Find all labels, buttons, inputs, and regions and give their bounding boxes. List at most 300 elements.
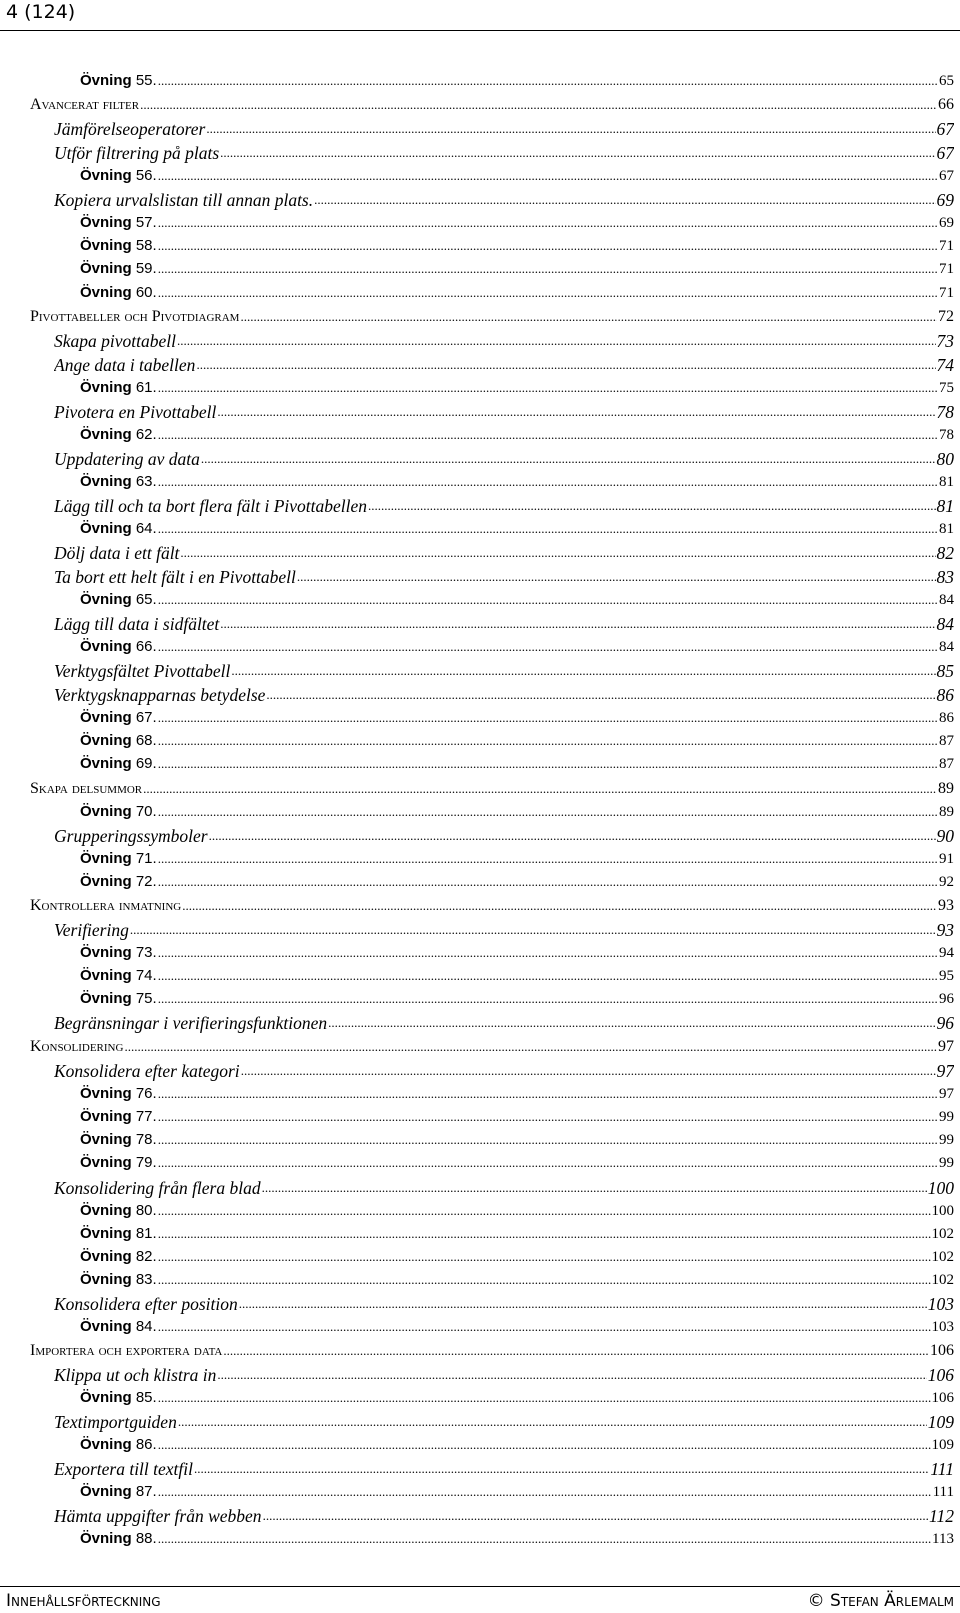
toc-entry-label bbox=[80, 212, 157, 234]
toc-entry[interactable] bbox=[80, 1481, 954, 1503]
toc-entry-prefix: Övning bbox=[80, 519, 132, 537]
toc-entry-number: 70. bbox=[135, 802, 157, 820]
toc-entry[interactable] bbox=[80, 730, 954, 752]
toc-entry-page: 67 bbox=[936, 143, 954, 164]
toc-entry-label bbox=[80, 1200, 157, 1222]
toc-entry-text: Pivottabeller och Pivotdiagram bbox=[30, 307, 240, 325]
toc-entry-number: 61. bbox=[135, 378, 157, 396]
toc-entry-prefix: Övning bbox=[80, 378, 132, 396]
toc-entry-text: Kopiera urvalslistan till annan plats. bbox=[54, 190, 314, 211]
toc-entry-prefix: Övning bbox=[80, 709, 132, 727]
toc-entry-page: 78 bbox=[939, 426, 954, 443]
toc-entry-number: 62. bbox=[135, 425, 157, 443]
toc-entry-page: 89 bbox=[938, 779, 954, 797]
toc-entry[interactable] bbox=[30, 777, 954, 801]
toc-entry-label bbox=[54, 1363, 216, 1387]
toc-entry-page: 87 bbox=[939, 756, 954, 773]
toc-entry[interactable] bbox=[80, 518, 954, 540]
toc-entry-prefix: Övning bbox=[80, 1247, 132, 1265]
toc-entry-page: 99 bbox=[939, 1132, 954, 1149]
toc-entry[interactable] bbox=[80, 258, 954, 280]
toc-dot-leader bbox=[158, 707, 938, 729]
toc-entry-label bbox=[30, 894, 181, 918]
toc-entry[interactable] bbox=[54, 612, 954, 636]
toc-entry[interactable] bbox=[80, 1246, 954, 1268]
toc-entry-text: Skapa delsummor bbox=[30, 779, 143, 797]
toc-entry-label bbox=[80, 730, 157, 752]
toc-entry-prefix: Övning bbox=[80, 755, 132, 773]
toc-entry-page: 71 bbox=[939, 261, 954, 278]
toc-entry-label bbox=[54, 188, 313, 212]
toc-entry-prefix: Övning bbox=[80, 1436, 132, 1454]
toc-entry-label bbox=[80, 1528, 157, 1550]
toc-entry-text: Grupperingssymboler bbox=[54, 825, 208, 846]
toc-dot-leader bbox=[158, 1269, 931, 1291]
toc-entry-page: 69 bbox=[936, 190, 954, 211]
toc-entry-number: 87. bbox=[135, 1483, 157, 1501]
toc-entry[interactable] bbox=[54, 447, 954, 471]
toc-entry-label bbox=[80, 1129, 157, 1151]
toc-entry-label bbox=[54, 494, 367, 518]
toc-dot-leader bbox=[314, 188, 935, 212]
toc-entry-label bbox=[80, 377, 157, 399]
toc-dot-leader bbox=[239, 1292, 927, 1316]
toc-dot-leader bbox=[158, 1246, 931, 1268]
toc-entry-label bbox=[54, 824, 208, 848]
toc-entry[interactable] bbox=[80, 1269, 954, 1291]
toc-entry-text: Dölj data i ett fält bbox=[54, 543, 180, 563]
toc-entry-text: Verktygsfältet Pivottabell bbox=[54, 661, 231, 682]
toc-entry[interactable] bbox=[80, 1106, 954, 1128]
toc-entry-page: 82 bbox=[936, 543, 954, 563]
toc-entry[interactable] bbox=[80, 1129, 954, 1151]
toc-entry-prefix: Övning bbox=[80, 1154, 132, 1172]
toc-entry[interactable] bbox=[30, 93, 954, 117]
toc-entry-page: 109 bbox=[931, 1437, 954, 1454]
toc-dot-leader bbox=[158, 1200, 931, 1222]
toc-entry-number: 64. bbox=[135, 519, 157, 537]
toc-entry-text: Lägg till data i sidfältet bbox=[54, 614, 220, 635]
toc-dot-leader bbox=[158, 518, 938, 540]
toc-dot-leader bbox=[124, 1035, 937, 1059]
toc-entry[interactable] bbox=[80, 377, 954, 399]
toc-entry-prefix: Övning bbox=[80, 472, 132, 490]
toc-entry-page: 109 bbox=[927, 1412, 954, 1433]
toc-entry-label bbox=[54, 612, 219, 636]
toc-dot-leader bbox=[180, 541, 935, 565]
toc-dot-leader bbox=[196, 353, 935, 377]
toc-entry-label bbox=[54, 141, 219, 165]
toc-entry-text: Avancerat filter bbox=[30, 96, 140, 114]
toc-entry-page: 85 bbox=[936, 661, 954, 682]
toc-entry[interactable] bbox=[54, 659, 954, 683]
toc-dot-leader bbox=[158, 1316, 931, 1338]
toc-entry-prefix: Övning bbox=[80, 638, 132, 656]
toc-entry[interactable] bbox=[80, 212, 954, 234]
toc-dot-leader bbox=[266, 683, 935, 707]
toc-entry-number: 68. bbox=[135, 732, 157, 750]
toc-entry-label bbox=[80, 1387, 157, 1409]
toc-entry-page: 95 bbox=[939, 967, 954, 984]
toc-entry-page: 91 bbox=[939, 850, 954, 867]
toc-entry-page: 73 bbox=[936, 330, 954, 351]
toc-entry[interactable] bbox=[80, 801, 954, 823]
toc-entry-label bbox=[54, 918, 129, 942]
toc-entry[interactable] bbox=[80, 424, 954, 446]
toc-entry-page: 71 bbox=[939, 238, 954, 255]
toc-entry-prefix: Övning bbox=[80, 167, 132, 185]
toc-entry[interactable] bbox=[80, 636, 954, 658]
toc-dot-leader bbox=[231, 659, 935, 683]
toc-entry-page: 69 bbox=[939, 215, 954, 232]
page-number: 4 (124) bbox=[6, 1, 76, 23]
toc-entry-label bbox=[54, 659, 230, 683]
toc-entry-page: 106 bbox=[931, 1390, 954, 1406]
toc-entry-label bbox=[54, 117, 205, 141]
toc-entry-label bbox=[80, 753, 157, 775]
toc-entry-label bbox=[80, 282, 157, 304]
toc-entry[interactable] bbox=[30, 1035, 954, 1059]
toc-entry-label bbox=[54, 541, 179, 565]
toc-entry-label bbox=[54, 353, 195, 377]
toc-entry[interactable] bbox=[80, 1387, 954, 1409]
toc-entry-label bbox=[80, 1246, 157, 1268]
toc-dot-leader bbox=[158, 753, 938, 775]
toc-entry-text: Ange data i tabellen bbox=[54, 354, 196, 375]
toc-entry-label bbox=[80, 965, 157, 987]
toc-entry-number: 55. bbox=[135, 72, 157, 89]
toc-entry-number: 67. bbox=[135, 709, 157, 727]
toc-dot-leader bbox=[194, 1457, 929, 1481]
toc-entry[interactable] bbox=[80, 589, 954, 611]
toc-entry-prefix: Övning bbox=[80, 1201, 132, 1219]
toc-dot-leader bbox=[158, 1481, 932, 1503]
toc-dot-leader bbox=[158, 282, 938, 304]
toc-entry[interactable] bbox=[30, 1339, 954, 1363]
toc-entry-page: 106 bbox=[930, 1342, 954, 1359]
toc-entry-page: 90 bbox=[936, 825, 954, 846]
toc-entry-page: 102 bbox=[931, 1225, 954, 1242]
toc-entry-label bbox=[80, 801, 157, 823]
toc-entry-label bbox=[30, 1035, 123, 1059]
toc-entry[interactable] bbox=[80, 1528, 954, 1550]
toc-entry-page: 72 bbox=[938, 307, 954, 325]
toc-entry-prefix: Övning bbox=[80, 1108, 132, 1126]
toc-entry-page: 99 bbox=[939, 1155, 954, 1172]
toc-entry-number: 57. bbox=[135, 214, 157, 232]
toc-entry-label bbox=[30, 305, 239, 329]
toc-entry-label bbox=[80, 848, 157, 870]
toc-entry-page: 103 bbox=[931, 1318, 954, 1335]
toc-dot-leader bbox=[158, 1387, 931, 1409]
toc-entry[interactable] bbox=[54, 329, 954, 353]
toc-dot-leader bbox=[143, 777, 937, 801]
toc-entry-text: Verktygsknapparnas betydelse bbox=[54, 685, 266, 706]
toc-entry-page: 87 bbox=[939, 733, 954, 750]
toc-entry-page: 81 bbox=[936, 495, 954, 516]
toc-entry[interactable] bbox=[80, 1083, 954, 1105]
toc-entry[interactable] bbox=[80, 165, 954, 187]
toc-dot-leader bbox=[130, 918, 936, 942]
toc-entry-label bbox=[54, 1292, 238, 1316]
toc-entry-page: 96 bbox=[936, 1013, 954, 1034]
toc-entry-page: 113 bbox=[932, 1531, 954, 1548]
toc-entry-label bbox=[54, 565, 296, 589]
toc-entry[interactable] bbox=[80, 871, 954, 893]
toc-dot-leader bbox=[158, 636, 938, 658]
toc-dot-leader bbox=[158, 471, 938, 493]
toc-entry[interactable] bbox=[54, 1504, 954, 1528]
toc-entry[interactable] bbox=[54, 141, 954, 165]
toc-entry-prefix: Övning bbox=[80, 72, 132, 89]
toc-entry[interactable] bbox=[54, 117, 954, 141]
toc-entry-prefix: Övning bbox=[80, 1317, 132, 1335]
toc-entry[interactable] bbox=[30, 894, 954, 918]
toc-dot-leader bbox=[158, 965, 938, 987]
toc-entry-prefix: Övning bbox=[80, 591, 132, 608]
toc-entry-label bbox=[54, 1504, 262, 1528]
toc-entry-label bbox=[80, 1106, 157, 1128]
toc-entry-number: 77. bbox=[135, 1108, 157, 1126]
toc-entry-number: 81. bbox=[135, 1224, 157, 1242]
toc-entry[interactable] bbox=[80, 1434, 954, 1456]
toc-entry-label bbox=[80, 1481, 157, 1503]
toc-entry[interactable] bbox=[54, 1292, 954, 1316]
toc-entry-page: 112 bbox=[929, 1506, 954, 1527]
toc-entry-page: 102 bbox=[931, 1271, 954, 1288]
toc-entry-label bbox=[54, 447, 200, 471]
toc-entry[interactable] bbox=[80, 753, 954, 775]
toc-entry[interactable] bbox=[54, 824, 954, 848]
toc-entry-text: Hämta uppgifter från webben bbox=[54, 1506, 262, 1527]
toc-entry-label bbox=[80, 258, 157, 280]
footer-section-title bbox=[6, 1590, 161, 1612]
toc-dot-leader bbox=[217, 400, 935, 424]
toc-entry-label bbox=[80, 942, 157, 964]
toc-entry-page: 67 bbox=[936, 119, 954, 140]
toc-entry[interactable] bbox=[80, 70, 954, 92]
toc-entry[interactable] bbox=[80, 942, 954, 964]
toc-entry[interactable] bbox=[54, 683, 954, 707]
toc-entry-prefix: Övning bbox=[80, 283, 132, 301]
toc-entry-text: Begränsningar i verifieringsfunktionen bbox=[54, 1013, 328, 1034]
toc-entry-text: Ta bort ett helt fält i en Pivottabell bbox=[54, 567, 296, 587]
toc-entry-page: 67 bbox=[939, 168, 954, 185]
toc-entry[interactable] bbox=[80, 707, 954, 729]
toc-entry[interactable] bbox=[54, 494, 954, 518]
toc-dot-leader bbox=[158, 1528, 931, 1550]
toc-entry-text: Konsolidering bbox=[30, 1038, 124, 1056]
toc-entry[interactable] bbox=[80, 988, 954, 1010]
toc-entry-label bbox=[80, 1316, 157, 1338]
toc-entry-text: Utför filtrering på plats bbox=[54, 143, 220, 164]
toc-entry-number: 85. bbox=[135, 1389, 157, 1406]
toc-dot-leader bbox=[158, 1129, 938, 1151]
toc-entry-label bbox=[80, 70, 157, 92]
toc-entry-page: 102 bbox=[931, 1248, 954, 1265]
toc-dot-leader bbox=[158, 165, 938, 187]
toc-entry-number: 79. bbox=[135, 1154, 157, 1172]
toc-dot-leader bbox=[220, 612, 935, 636]
toc-dot-leader bbox=[177, 329, 936, 353]
toc-dot-leader bbox=[158, 589, 938, 611]
toc-entry-page: 66 bbox=[938, 96, 954, 114]
toc-entry-label bbox=[80, 589, 157, 611]
toc-entry-number: 88. bbox=[135, 1530, 157, 1548]
toc-entry-number: 80. bbox=[135, 1201, 157, 1219]
toc-entry-label bbox=[80, 165, 157, 187]
toc-entry[interactable] bbox=[54, 353, 954, 377]
toc-dot-leader bbox=[158, 848, 938, 870]
toc-entry-text: Konsolidering från flera blad bbox=[54, 1177, 261, 1198]
toc-dot-leader bbox=[240, 305, 937, 329]
toc-entry[interactable] bbox=[54, 188, 954, 212]
toc-entry-label bbox=[80, 636, 157, 658]
toc-entry-text: Lägg till och ta bort flera fält i Pivottabellen bbox=[54, 495, 368, 516]
toc-entry-number: 58. bbox=[135, 237, 157, 255]
toc-entry-text: Klippa ut och klistra in bbox=[54, 1365, 217, 1385]
toc-entry-prefix: Övning bbox=[80, 1224, 132, 1242]
toc-entry-page: 93 bbox=[936, 919, 954, 940]
toc-entry-label bbox=[54, 1059, 240, 1083]
toc-dot-leader bbox=[158, 871, 938, 893]
toc-entry-page: 94 bbox=[939, 944, 954, 961]
toc-entry-page: 103 bbox=[927, 1293, 954, 1314]
toc-dot-leader bbox=[241, 1059, 936, 1083]
toc-entry-number: 86. bbox=[135, 1436, 157, 1454]
toc-dot-leader bbox=[201, 447, 936, 471]
toc-entry-prefix: Övning bbox=[80, 260, 132, 278]
toc-dot-leader bbox=[297, 565, 936, 589]
toc-entry-text: Skapa pivottabell bbox=[54, 330, 176, 351]
toc-entry-page: 81 bbox=[939, 473, 954, 490]
toc-dot-leader bbox=[158, 1083, 938, 1105]
toc-dot-leader bbox=[158, 235, 938, 257]
toc-entry-text: Verifiering bbox=[54, 919, 129, 940]
toc-entry-number: 76. bbox=[135, 1085, 157, 1103]
toc-dot-leader bbox=[158, 212, 938, 234]
toc-entry-page: 100 bbox=[931, 1202, 954, 1219]
toc-entry[interactable] bbox=[80, 848, 954, 870]
toc-entry-number: 65. bbox=[135, 591, 157, 608]
toc-entry-number: 72. bbox=[135, 872, 157, 890]
toc-entry[interactable] bbox=[54, 1059, 954, 1083]
toc-dot-leader bbox=[158, 258, 938, 280]
toc-entry-page: 97 bbox=[939, 1086, 954, 1103]
toc-entry-label bbox=[80, 471, 157, 493]
toc-entry-label bbox=[80, 871, 157, 893]
toc-entry-page: 80 bbox=[936, 448, 954, 469]
toc-entry-prefix: Övning bbox=[80, 425, 132, 443]
toc-entry-page: 65 bbox=[939, 73, 954, 89]
toc-dot-leader bbox=[158, 1152, 938, 1174]
toc-dot-leader bbox=[209, 824, 936, 848]
toc-entry-prefix: Övning bbox=[80, 990, 132, 1007]
toc-entry[interactable] bbox=[80, 965, 954, 987]
toc-dot-leader bbox=[158, 801, 938, 823]
toc-entry-text: Exportera till textfil bbox=[54, 1459, 194, 1480]
toc-entry[interactable] bbox=[54, 1363, 954, 1387]
toc-entry[interactable] bbox=[54, 565, 954, 589]
footer-left-text: Innehållsförteckning bbox=[6, 1591, 161, 1611]
toc-entry-number: 59. bbox=[135, 260, 157, 278]
toc-entry[interactable] bbox=[54, 1457, 954, 1481]
toc-entry-label bbox=[80, 1269, 157, 1291]
toc-entry-text: Konsolidera efter kategori bbox=[54, 1061, 240, 1082]
toc-entry-prefix: Övning bbox=[80, 1483, 132, 1501]
footer-copyright bbox=[808, 1590, 954, 1612]
toc-entry-text: Jämförelseoperatorer bbox=[54, 119, 206, 140]
toc-dot-leader bbox=[368, 494, 935, 518]
toc-entry-number: 82. bbox=[135, 1247, 157, 1265]
toc-entry[interactable] bbox=[80, 1316, 954, 1338]
toc-entry[interactable] bbox=[54, 1011, 954, 1035]
toc-entry[interactable] bbox=[30, 305, 954, 329]
toc-entry-label bbox=[80, 1152, 157, 1174]
toc-entry-page: 84 bbox=[936, 614, 954, 635]
toc-entry-page: 97 bbox=[936, 1061, 954, 1082]
toc-entry[interactable] bbox=[80, 1152, 954, 1174]
toc-dot-leader bbox=[158, 424, 938, 446]
toc-dot-leader bbox=[140, 93, 937, 117]
toc-entry-number: 74. bbox=[135, 966, 157, 984]
toc-entry-number: 84. bbox=[135, 1317, 157, 1335]
toc-entry-label bbox=[80, 1223, 157, 1245]
toc-entry-prefix: Övning bbox=[80, 237, 132, 255]
toc-entry[interactable] bbox=[54, 918, 954, 942]
toc-entry-number: 60. bbox=[135, 283, 157, 301]
toc-entry[interactable] bbox=[54, 1176, 954, 1200]
toc-entry[interactable] bbox=[80, 1223, 954, 1245]
toc-entry-label bbox=[54, 400, 216, 424]
toc-entry-page: 71 bbox=[939, 284, 954, 301]
toc-entry[interactable] bbox=[80, 282, 954, 304]
toc-entry-text: Kontrollera inmatning bbox=[30, 896, 182, 914]
toc-entry-text: Pivotera en Pivottabell bbox=[54, 401, 217, 422]
toc-entry-number: 75. bbox=[135, 990, 157, 1007]
toc-entry-text: Importera och exportera data bbox=[30, 1342, 223, 1359]
toc-entry-label bbox=[54, 683, 265, 707]
toc-entry-text: Uppdatering av data bbox=[54, 448, 200, 469]
toc-entry-number: 73. bbox=[135, 943, 157, 961]
toc-dot-leader bbox=[263, 1504, 928, 1528]
toc-entry[interactable] bbox=[80, 235, 954, 257]
toc-entry-page: 100 bbox=[927, 1177, 954, 1198]
toc-entry-text: Konsolidera efter position bbox=[54, 1293, 238, 1314]
toc-entry-prefix: Övning bbox=[80, 1270, 132, 1288]
toc-entry[interactable] bbox=[54, 1410, 954, 1434]
toc-dot-leader bbox=[223, 1339, 929, 1363]
toc-entry-page: 84 bbox=[939, 639, 954, 656]
toc-entry[interactable] bbox=[80, 471, 954, 493]
toc-entry-number: 56. bbox=[135, 167, 157, 185]
toc-entry-prefix: Övning bbox=[80, 943, 132, 961]
toc-entry[interactable] bbox=[80, 1200, 954, 1222]
toc-entry-prefix: Övning bbox=[80, 802, 132, 820]
toc-entry-label bbox=[80, 988, 157, 1010]
toc-dot-leader bbox=[158, 988, 938, 1010]
toc-entry[interactable] bbox=[54, 541, 954, 565]
toc-entry-label bbox=[80, 707, 157, 729]
toc-entry-page: 93 bbox=[938, 896, 954, 914]
toc-entry[interactable] bbox=[54, 400, 954, 424]
toc-entry-label bbox=[30, 1339, 222, 1363]
toc-entry-page: 106 bbox=[927, 1365, 954, 1385]
toc-entry-page: 111 bbox=[932, 1484, 954, 1501]
toc-entry-label bbox=[80, 518, 157, 540]
toc-entry-page: 99 bbox=[939, 1109, 954, 1126]
toc-entry-label bbox=[54, 329, 176, 353]
